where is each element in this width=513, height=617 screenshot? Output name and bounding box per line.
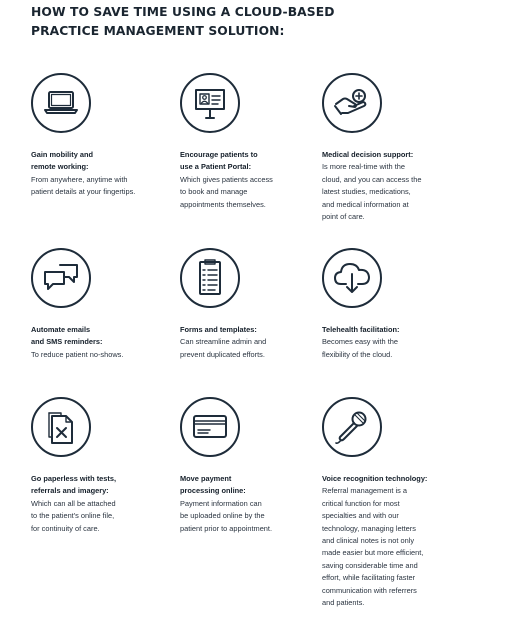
feature-body-line: and medical information at: [322, 199, 409, 209]
feature-body-line: latest studies, medications,: [322, 187, 411, 197]
feature-body-line: effort, while facilitating faster: [322, 573, 416, 583]
feature-heading-line: Telehealth facilitation:: [322, 325, 400, 334]
feature-body-line: to the patient's online file,: [31, 511, 115, 521]
laptop-icon: [31, 73, 91, 133]
feature-body-line: to book and manage: [180, 187, 248, 197]
paper-documents-icon: [31, 397, 91, 457]
feature-body-line: cloud, and you can access the: [322, 174, 422, 184]
feature-body-line: technology, managing letters: [322, 523, 416, 533]
feature-body-line: and patients.: [322, 598, 365, 608]
cloud-download-icon: [322, 248, 382, 308]
page-title-line-1: HOW TO SAVE TIME USING A CLOUD-BASED: [31, 5, 335, 19]
feature-heading-line: remote working:: [31, 162, 89, 172]
feature-heading-line: Forms and templates:: [180, 325, 257, 334]
feature-heading-line: and SMS reminders:: [31, 337, 103, 347]
payment-card-icon: [180, 397, 240, 457]
microphone-icon: [322, 397, 382, 457]
hand-medical-cross-icon: [322, 73, 382, 133]
feature-body-line: Can streamline admin and: [180, 337, 267, 347]
chat-bubbles-icon: [31, 248, 91, 308]
feature-heading-line: use a Patient Portal:: [180, 162, 252, 172]
feature-body-line: specialties and with our: [322, 511, 399, 521]
feature-body-line: patient prior to appointment.: [180, 523, 273, 533]
feature-body-line: Payment information can: [180, 498, 262, 508]
feature-body-line: From anywhere, anytime with: [31, 174, 128, 184]
feature-heading-line: processing online:: [180, 486, 246, 496]
feature-heading-line: Voice recognition technology:: [322, 474, 428, 483]
feature-body-line: saving considerable time and: [322, 560, 418, 570]
feature-body-line: To reduce patient no-shows.: [31, 349, 124, 359]
feature-body-line: prevent duplicated efforts.: [180, 349, 265, 359]
feature-heading-line: Automate emails: [31, 325, 91, 334]
checklist-clipboard-icon: [180, 248, 240, 308]
feature-body-line: appointments themselves.: [180, 199, 266, 209]
feature-body-line: Is more real-time with the: [322, 162, 405, 172]
feature-heading-line: Go paperless with tests,: [31, 474, 117, 483]
feature-body-line: Referral management is a: [322, 486, 408, 496]
feature-body-line: and clinical notes is not only: [322, 536, 415, 546]
feature-body-line: Which can all be attached: [31, 498, 116, 508]
feature-body-line: Becomes easy with the: [322, 337, 398, 347]
feature-body-line: patient details at your fingertips.: [31, 187, 136, 197]
page-title-line-2: PRACTICE MANAGEMENT SOLUTION:: [31, 24, 285, 38]
feature-body-line: for continuity of care.: [31, 523, 100, 533]
feature-body-line: communication with referrers: [322, 585, 417, 595]
page-title: [31, 3, 391, 41]
feature-heading-line: Medical decision support:: [322, 150, 414, 159]
feature-body-line: be uploaded online by the: [180, 511, 265, 521]
feature-heading-line: Gain mobility and: [31, 150, 94, 159]
feature-body-line: critical function for most: [322, 498, 400, 508]
feature-body-line: point of care.: [322, 212, 365, 222]
feature-heading-line: Encourage patients to: [180, 150, 258, 159]
feature-body-line: flexibility of the cloud.: [322, 349, 393, 359]
feature-body-line: made easier but more efficient,: [322, 548, 424, 558]
feature-heading-line: referrals and imagery:: [31, 486, 109, 496]
feature-heading-line: Move payment: [180, 474, 232, 483]
feature-body-line: Which gives patients access: [180, 174, 273, 184]
patient-portal-board-icon: [180, 73, 240, 133]
